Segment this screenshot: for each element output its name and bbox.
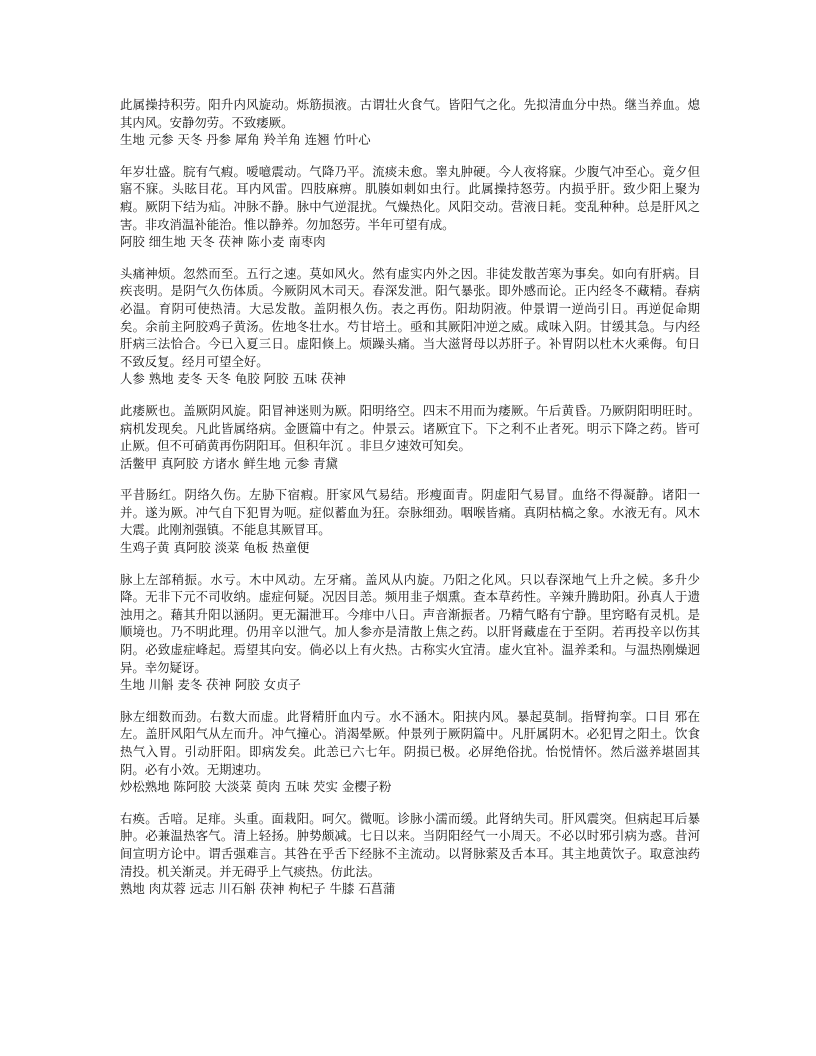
case-text: 年岁壮盛。脘有气瘕。嗳噫震动。气降乃平。流痰未愈。睾丸肿硬。今人夜将寐。少腹气冲至心。竟夕但寤不寐。头眩目花。耳内风雷。四肢麻痹。肌腠如刺如虫行。此属操持怒劳。内损乎肝。致少阳上聚为瘕。厥阴下结为疝。冲脉不静。脉中气逆混扰。气燥热化。风阳交动。营液日耗。变乱种种。总是肝风之害。非攻消温补能治。惟以静养。勿加怒劳。半年可望有成。 xyxy=(120,163,700,232)
case-entry xyxy=(120,402,700,472)
case-text: 平昔肠红。阴络久伤。左胁下宿瘕。肝家风气易结。形瘦面青。阴虚阳气易冒。血络不得凝静。诸阳一并。遂为厥。冲气自下犯胃为呃。症似蓄血为狂。奈脉细劲。咽喉皆痛。真阴枯槁之象。水液无有。风木大震。此刚剂强镇。不能息其厥冒耳。 xyxy=(120,487,700,538)
case-text: 头痛神烦。忽然而至。五行之速。莫如风火。然有虚实内外之因。非徒发散苦寒为事矣。如向有肝病。目疾丧明。是阴气久伤体质。今厥阴风木司天。春深发泄。阳气暴张。即外感而论。正内经冬不藏精。春病必温。育阴可使热清。大忌发散。盖阴根久伤。表之再伤。阳劫阴液。仲景谓一逆尚引日。再逆促命期矣。余前主阿胶鸡子黄汤。佐地冬壮水。芍甘培土。亟和其厥阳冲逆之威。咸味入阴。甘缓其急。与内经肝病三法恰合。今已入夏三日。虚阳倏上。烦躁头痛。当大滋肾母以苏肝子。补胃阴以杜木火乘侮。旬日不致反复。经月可望全好。 xyxy=(120,265,700,369)
case-entry xyxy=(120,163,700,251)
case-text: 脉上左部稍振。水亏。木中风动。左牙痛。盖风从内旋。乃阳之化风。只以春深地气上升之候。多升少降。无非下元不司收纳。虚症何疑。况因目恙。频用韭子烟熏。查本草药性。辛辣升腾助阳。孙真人于遗浊用之。藉其升阳以涵阴。更无漏泄耳。今痱中八日。声音渐振者。乃精气略有宁静。里窍略有灵机。是顺境也。乃不明此理。仍用辛以泄气。加人参亦是清散上焦之药。以肝肾藏虚在于至阴。若再投辛以伤其阴。必致虚症峰起。焉望其向安。倘必以上有火热。古称实火宜清。虚火宜补。温养柔和。与温热刚燥迥异。幸勿疑讶。 xyxy=(120,571,700,675)
case-text: 此属操持积劳。阳升内风旋动。烁筋损液。古谓壮火食气。皆阳气之化。先拟清血分中热。继当养血。熄其内风。安静勿劳。不致痿厥。 xyxy=(120,97,700,130)
herb-list: 生地 元参 天冬 丹参 犀角 羚羊角 连翘 竹叶心 xyxy=(120,132,371,148)
case-entry xyxy=(120,265,700,388)
document-body xyxy=(120,96,700,912)
herb-list: 生地 川斛 麦冬 茯神 阿胶 女贞子 xyxy=(120,677,301,693)
case-entry xyxy=(120,708,700,796)
case-entry xyxy=(120,810,700,898)
herb-list: 炒松熟地 陈阿胶 大淡菜 萸肉 五味 芡实 金樱子粉 xyxy=(120,779,392,795)
herb-list: 人参 熟地 麦冬 天冬 龟胶 阿胶 五味 茯神 xyxy=(120,371,346,387)
case-entry xyxy=(120,486,700,556)
herb-list: 熟地 肉苁蓉 远志 川石斛 茯神 枸杞子 牛膝 石菖蒲 xyxy=(120,881,396,897)
case-text: 此痿厥也。盖厥阴风旋。阳冒神迷则为厥。阳明络空。四末不用而为痿厥。午后黄昏。乃厥阴阳明旺时。病机发现矣。凡此皆属络病。金匮篇中有之。仲景云。诸厥宜下。下之利不止者死。明示下降之药。皆可止厥。但不可硝黄再伤阴阳耳。但积年沉 。非旦夕速效可知矣。 xyxy=(120,402,700,454)
herb-list: 生鸡子黄 真阿胶 淡菜 龟板 热童便 xyxy=(120,540,310,556)
case-entry xyxy=(120,571,700,694)
case-text: 脉左细数而劲。右数大而虚。此肾精肝血内亏。水不涵木。阳挟内风。暴起莫制。指臂拘挛。口目 邪在左。盖肝风阳气从左而升。冲气撞心。消渴晕厥。仲景列于厥阴篇中。凡肝属阴木。必犯胃之阳土。饮食热气入胃。引动肝阳。即病发矣。此恙已六七年。阴损已极。必屏绝俗扰。怡悦情怀。然后滋养堪固其阴。必有小效。无期速功。 xyxy=(120,708,700,777)
case-entry xyxy=(120,96,700,149)
case-text: 右痪。舌喑。足痱。头重。面栽阳。呵欠。微呃。诊脉小濡而缓。此肾纳失司。肝风震突。但病起耳后暴肿。必兼温热客气。清上轻扬。肿势颇减。七日以来。当阴阳经气一小周天。不必以时邪引病为惑。昔河间宣明方论中。谓舌强难言。其咎在乎舌下经脉不主流动。以肾脉萦及舌本耳。其主地黄饮子。取意浊药清投。机关渐灵。并无碍乎上气痰热。仿此法。 xyxy=(120,810,700,879)
herb-list: 阿胶 细生地 天冬 茯神 陈小麦 南枣肉 xyxy=(120,234,326,250)
herb-list: 活鳖甲 真阿胶 方诸水 鲜生地 元参 青黛 xyxy=(120,455,338,471)
